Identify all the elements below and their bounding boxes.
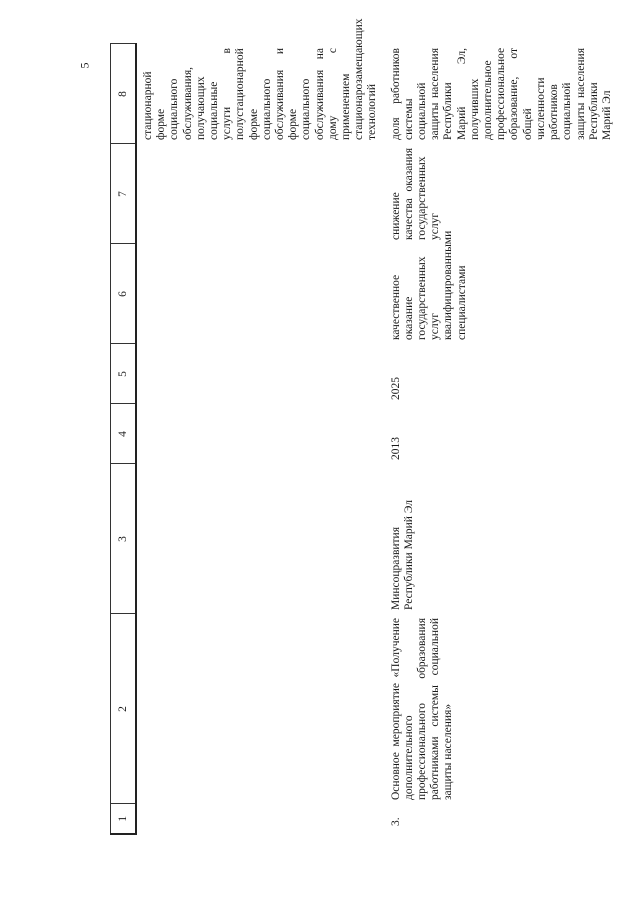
measure-cell: Основное мероприятие «Получение дополнительного профессионального образования работниками системы социальной защиты населения» bbox=[389, 618, 455, 800]
table-row-continued bbox=[136, 44, 385, 834]
row-number: 3. bbox=[389, 817, 402, 826]
col-header-4: 4 bbox=[111, 404, 137, 464]
column-number-row bbox=[111, 44, 137, 834]
col-header-5: 5 bbox=[111, 344, 137, 404]
end-year-cell: 2025 bbox=[389, 377, 402, 400]
table-row-3 bbox=[385, 44, 619, 834]
col-header-2: 2 bbox=[111, 614, 137, 804]
executor-cell: Минсоцразвития Республики Марий Эл bbox=[389, 499, 415, 610]
continued-indicator-cell: стационарной форме социального обслуживания, получающих социальные услуги в полустационарной форме социального обслуживания и форме социального обслуживания на дому с применением стационарозамещающих технологий bbox=[142, 18, 379, 140]
page-number: 5 bbox=[77, 62, 92, 69]
col-header-8: 8 bbox=[111, 44, 137, 144]
col-header-6: 6 bbox=[111, 244, 137, 344]
indicator-cell: доля работников системы социальной защиты населения Республики Марий Эл, получивших дополнительное профессиональное образование, от общей численности работников социальной защиты населения Республики Марий Эл bbox=[389, 47, 613, 140]
measures-table bbox=[110, 18, 619, 836]
consequences-cell: снижение качества оказания государственных услуг bbox=[389, 148, 442, 240]
start-year-cell: 2013 bbox=[389, 437, 402, 460]
rotated-table-sheet bbox=[110, 18, 613, 835]
expected-result-cell: качественное оказание государственных услуг квалифицированными специалистами bbox=[389, 230, 468, 340]
col-header-3: 3 bbox=[111, 464, 137, 614]
col-header-7: 7 bbox=[111, 144, 137, 244]
col-header-1: 1 bbox=[111, 804, 137, 834]
